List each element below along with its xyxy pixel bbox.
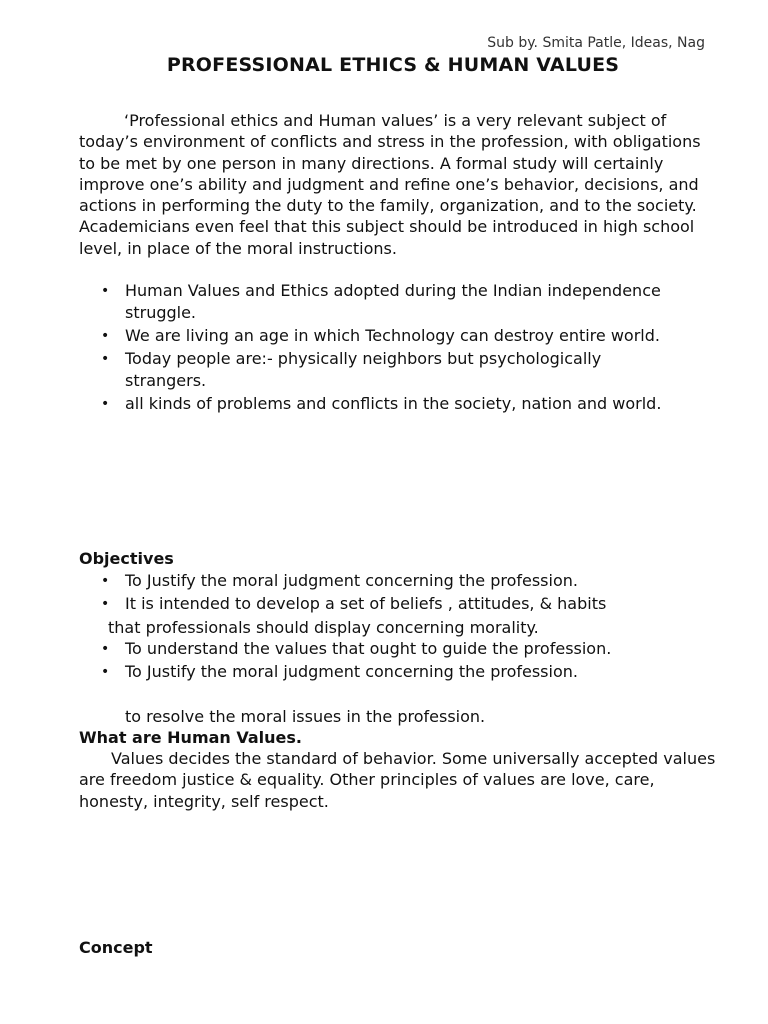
- list-item: • To Justify the moral judgment concerning the profession.: [101, 662, 578, 681]
- bullet-icon: •: [101, 396, 110, 412]
- objectives-bullet-list-2: [101, 638, 705, 684]
- submitted-by-note: Sub by. Smita Patle, Ideas, Nag: [487, 35, 705, 51]
- bullet-icon: •: [101, 283, 110, 299]
- list-item: • Today people are:- physically neighbors but psychologically strangers.: [101, 349, 602, 390]
- concept-heading: Concept: [79, 938, 153, 957]
- objectives-continuation-text: that professionals should display concerning morality.: [108, 618, 539, 637]
- bullet-icon: •: [101, 641, 110, 657]
- bullet-icon: •: [101, 328, 110, 344]
- objectives-heading: Objectives: [79, 549, 174, 568]
- human-values-heading: What are Human Values.: [79, 728, 303, 747]
- list-item: • It is intended to develop a set of beliefs , attitudes, & habits: [101, 594, 607, 613]
- bullet-icon: •: [101, 664, 110, 680]
- list-item: • all kinds of problems and conflicts in the society, nation and world.: [101, 394, 662, 413]
- list-item: • We are living an age in which Technology can destroy entire world.: [101, 326, 660, 345]
- intro-paragraph: ‘Professional ethics and Human values’ is a very relevant subject of today’s environment of conflicts and stress in the profession, with obligations to be met by one person in many directions. A formal study will certainly improve one’s ability and judgment and refine one’s behavior, decisions, and actions in performing the duty to the family, organization, and to the society. Academicians even feel that this subject should be introduced in high school level, in place of the moral instructions.: [79, 111, 701, 258]
- document-title: PROFESSIONAL ETHICS & HUMAN VALUES: [166, 54, 620, 76]
- list-item: • To Justify the moral judgment concerning the profession.: [101, 571, 578, 590]
- list-item: • To understand the values that ought to guide the profession.: [101, 639, 612, 658]
- bullet-icon: •: [101, 351, 110, 367]
- bullet-icon: •: [101, 596, 110, 612]
- objectives-bullet-list: [101, 570, 705, 616]
- bullet-icon: •: [101, 573, 110, 589]
- human-values-paragraph: Values decides the standard of behavior. Some universally accepted values are freedom justice & equality. Other principles of values are love, care, honesty, integrity, self respect.: [79, 749, 716, 811]
- list-item: • Human Values and Ethics adopted during the Indian independence struggle.: [101, 281, 661, 322]
- objectives-continuation-text-2: to resolve the moral issues in the profession.: [125, 707, 486, 726]
- intro-bullet-list: [101, 280, 685, 416]
